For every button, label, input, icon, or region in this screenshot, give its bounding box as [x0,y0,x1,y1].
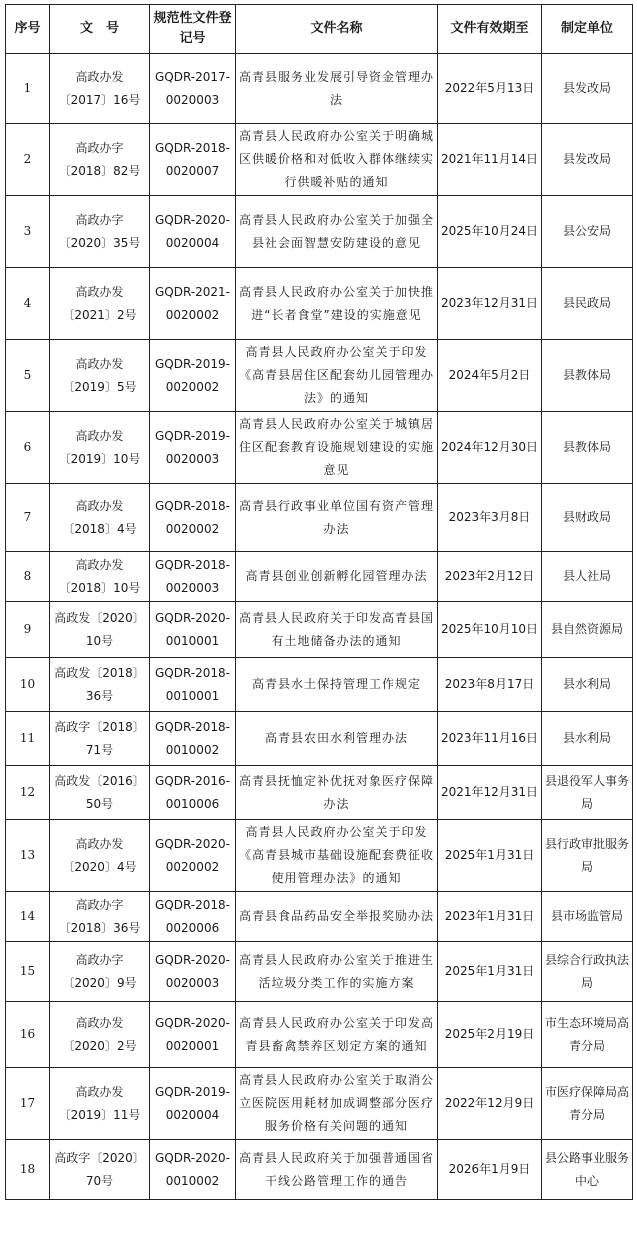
cell-doc-no: 高政发〔2016〕50号 [50,766,150,820]
cell-valid-until: 2023年2月12日 [438,552,542,602]
cell-name: 高青县行政事业单位国有资产管理办法 [236,484,438,552]
cell-reg-no: GQDR-2018-0010002 [150,712,236,766]
cell-reg-no: GQDR-2019-0020004 [150,1068,236,1140]
cell-seq: 7 [6,484,50,552]
table-row [6,1140,633,1200]
cell-issuer: 县自然资源局 [542,602,633,658]
table-row [6,766,633,820]
cell-seq: 14 [6,892,50,942]
cell-reg-no: GQDR-2020-0020001 [150,1002,236,1068]
cell-valid-until: 2023年1月31日 [438,892,542,942]
cell-valid-until: 2025年2月19日 [438,1002,542,1068]
table-row [6,268,633,340]
cell-seq: 9 [6,602,50,658]
cell-reg-no: GQDR-2018-0020003 [150,552,236,602]
cell-issuer: 县公路事业服务中心 [542,1140,633,1200]
cell-valid-until: 2023年3月8日 [438,484,542,552]
cell-doc-no: 高政字〔2020〕70号 [50,1140,150,1200]
table-row [6,712,633,766]
cell-seq: 10 [6,658,50,712]
table-row [6,552,633,602]
cell-doc-no: 高政办发〔2018〕10号 [50,552,150,602]
cell-seq: 17 [6,1068,50,1140]
document-table [5,4,633,1200]
header-name: 文件名称 [236,5,438,54]
cell-doc-no: 高政办字〔2018〕36号 [50,892,150,942]
cell-reg-no: GQDR-2020-0020003 [150,942,236,1002]
cell-valid-until: 2025年1月31日 [438,820,542,892]
cell-reg-no: GQDR-2021-0020002 [150,268,236,340]
cell-valid-until: 2025年1月31日 [438,942,542,1002]
cell-valid-until: 2021年12月31日 [438,766,542,820]
cell-issuer: 县行政审批服务局 [542,820,633,892]
cell-valid-until: 2021年11月14日 [438,124,542,196]
cell-issuer: 县人社局 [542,552,633,602]
cell-seq: 1 [6,54,50,124]
cell-valid-until: 2022年12月9日 [438,1068,542,1140]
cell-doc-no: 高政字〔2018〕71号 [50,712,150,766]
cell-seq: 11 [6,712,50,766]
cell-reg-no: GQDR-2018-0020007 [150,124,236,196]
cell-reg-no: GQDR-2018-0010001 [150,658,236,712]
table-row [6,1068,633,1140]
header-valid-until: 文件有效期至 [438,5,542,54]
cell-name: 高青县人民政府办公室关于取消公立医院医用耗材加成调整部分医疗服务价格有关问题的通知 [236,1068,438,1140]
cell-doc-no: 高政办发〔2018〕4号 [50,484,150,552]
table-row [6,602,633,658]
cell-doc-no: 高政发〔2018〕36号 [50,658,150,712]
cell-reg-no: GQDR-2016-0010006 [150,766,236,820]
cell-issuer: 县发改局 [542,124,633,196]
cell-seq: 8 [6,552,50,602]
cell-name: 高青县服务业发展引导资金管理办法 [236,54,438,124]
cell-reg-no: GQDR-2018-0020002 [150,484,236,552]
cell-seq: 4 [6,268,50,340]
cell-doc-no: 高政办字〔2020〕9号 [50,942,150,1002]
table-row [6,340,633,412]
cell-valid-until: 2023年8月17日 [438,658,542,712]
cell-name: 高青县人民政府办公室关于印发高青县畜禽禁养区划定方案的通知 [236,1002,438,1068]
cell-valid-until: 2024年5月2日 [438,340,542,412]
cell-valid-until: 2022年5月13日 [438,54,542,124]
header-doc-no: 文 号 [50,5,150,54]
cell-doc-no: 高政办字〔2018〕82号 [50,124,150,196]
cell-doc-no: 高政办发〔2021〕2号 [50,268,150,340]
table-row [6,484,633,552]
cell-issuer: 县公安局 [542,196,633,268]
table-row [6,892,633,942]
cell-seq: 2 [6,124,50,196]
cell-name: 高青县食品药品安全举报奖励办法 [236,892,438,942]
cell-name: 高青县人民政府办公室关于城镇居住区配套教育设施规划建设的实施意见 [236,412,438,484]
cell-issuer: 县市场监管局 [542,892,633,942]
cell-name: 高青县人民政府关于印发高青县国有土地储备办法的通知 [236,602,438,658]
table-row [6,54,633,124]
cell-seq: 12 [6,766,50,820]
cell-reg-no: GQDR-2020-0010001 [150,602,236,658]
header-row [6,5,633,54]
cell-reg-no: GQDR-2017-0020003 [150,54,236,124]
cell-valid-until: 2025年10月10日 [438,602,542,658]
cell-doc-no: 高政办发〔2019〕5号 [50,340,150,412]
cell-valid-until: 2026年1月9日 [438,1140,542,1200]
cell-issuer: 市生态环境局高青分局 [542,1002,633,1068]
cell-doc-no: 高政办发〔2019〕11号 [50,1068,150,1140]
table-row [6,658,633,712]
cell-doc-no: 高政办发〔2019〕10号 [50,412,150,484]
cell-issuer: 市医疗保障局高青分局 [542,1068,633,1140]
cell-issuer: 县水利局 [542,712,633,766]
cell-valid-until: 2025年10月24日 [438,196,542,268]
cell-doc-no: 高政办发〔2020〕2号 [50,1002,150,1068]
table-row [6,196,633,268]
cell-name: 高青县人民政府关于加强普通国省干线公路管理工作的通告 [236,1140,438,1200]
table-row [6,1002,633,1068]
cell-seq: 18 [6,1140,50,1200]
cell-valid-until: 2024年12月30日 [438,412,542,484]
cell-name: 高青县人民政府办公室关于加快推进“长者食堂”建设的实施意见 [236,268,438,340]
table-row [6,820,633,892]
cell-issuer: 县财政局 [542,484,633,552]
cell-name: 高青县人民政府办公室关于加强全县社会面智慧安防建设的意见 [236,196,438,268]
cell-reg-no: GQDR-2020-0020004 [150,196,236,268]
cell-issuer: 县教体局 [542,412,633,484]
cell-doc-no: 高政办发〔2017〕16号 [50,54,150,124]
cell-seq: 13 [6,820,50,892]
cell-name: 高青县人民政府办公室关于推进生活垃圾分类工作的实施方案 [236,942,438,1002]
cell-issuer: 县发改局 [542,54,633,124]
cell-seq: 16 [6,1002,50,1068]
cell-valid-until: 2023年11月16日 [438,712,542,766]
cell-issuer: 县综合行政执法局 [542,942,633,1002]
cell-name: 高青县抚恤定补优抚对象医疗保障办法 [236,766,438,820]
cell-name: 高青县人民政府办公室关于印发《高青县城市基础设施配套费征收使用管理办法》的通知 [236,820,438,892]
cell-seq: 6 [6,412,50,484]
table-row [6,942,633,1002]
cell-name: 高青县创业创新孵化园管理办法 [236,552,438,602]
cell-issuer: 县退役军人事务局 [542,766,633,820]
cell-name: 高青县人民政府办公室关于印发《高青县居住区配套幼儿园管理办法》的通知 [236,340,438,412]
cell-issuer: 县民政局 [542,268,633,340]
cell-reg-no: GQDR-2019-0020003 [150,412,236,484]
cell-doc-no: 高政发〔2020〕10号 [50,602,150,658]
cell-name: 高青县人民政府办公室关于明确城区供暖价格和对低收入群体继续实行供暖补贴的通知 [236,124,438,196]
cell-reg-no: GQDR-2019-0020002 [150,340,236,412]
cell-issuer: 县水利局 [542,658,633,712]
header-seq: 序号 [6,5,50,54]
cell-seq: 5 [6,340,50,412]
table-row [6,124,633,196]
cell-doc-no: 高政办字〔2020〕35号 [50,196,150,268]
header-issuer: 制定单位 [542,5,633,54]
header-reg-no: 规范性文件登记号 [150,5,236,54]
cell-valid-until: 2023年12月31日 [438,268,542,340]
cell-reg-no: GQDR-2018-0020006 [150,892,236,942]
table-row [6,412,633,484]
cell-reg-no: GQDR-2020-0010002 [150,1140,236,1200]
cell-name: 高青县水土保持管理工作规定 [236,658,438,712]
cell-seq: 15 [6,942,50,1002]
cell-issuer: 县教体局 [542,340,633,412]
cell-seq: 3 [6,196,50,268]
cell-doc-no: 高政办发〔2020〕4号 [50,820,150,892]
cell-reg-no: GQDR-2020-0020002 [150,820,236,892]
cell-name: 高青县农田水利管理办法 [236,712,438,766]
